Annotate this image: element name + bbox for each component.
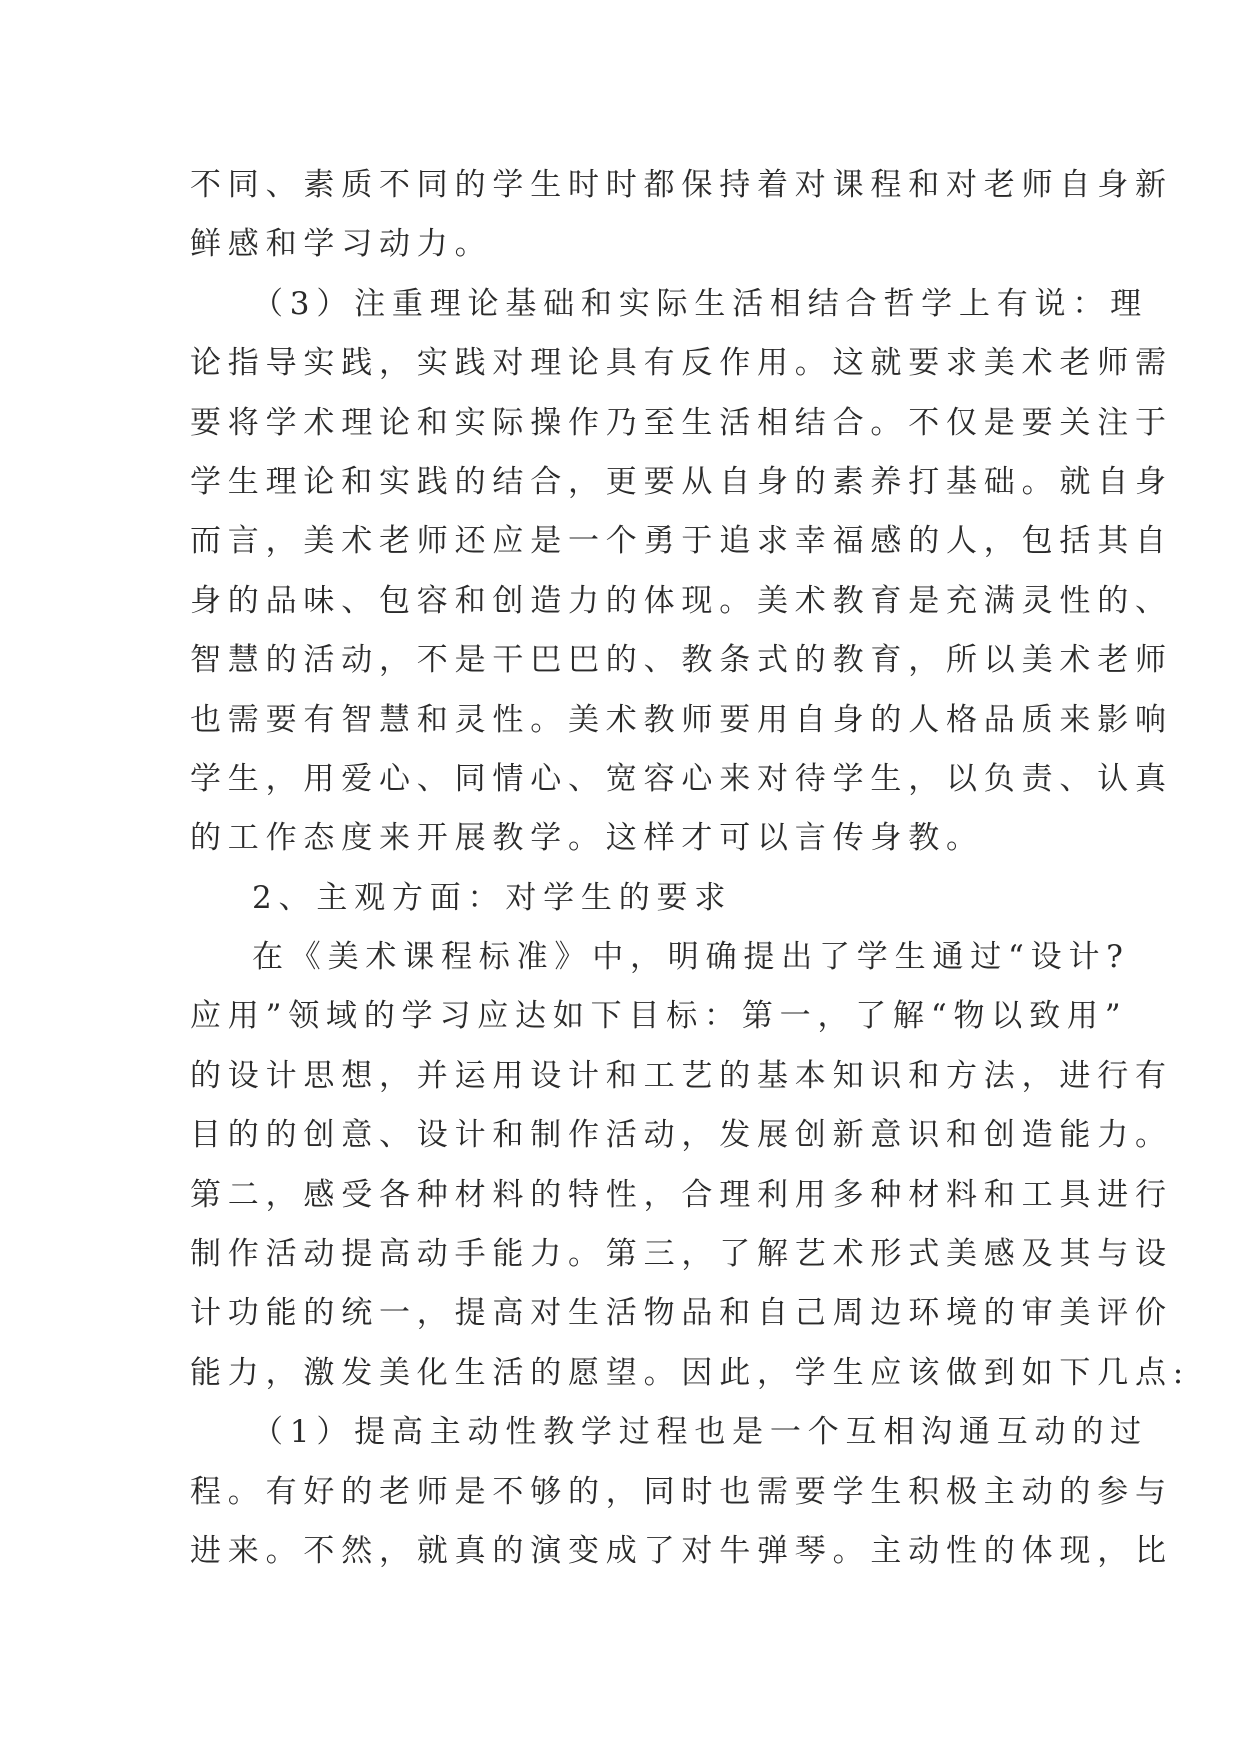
text-line: 第二，感受各种材料的特性，合理利用多种材料和工具进行 bbox=[190, 1176, 1173, 1213]
text-line: 不同、素质不同的学生时时都保持着对课程和对老师自身新 bbox=[190, 167, 1173, 203]
text-line: 论指导实践，实践对理论具有反作用。这就要求美术老师需 bbox=[190, 345, 1173, 382]
text-line: 智慧的活动，不是干巴巴的、教条式的教育，所以美术老师 bbox=[190, 642, 1173, 679]
text-line: 计功能的统一，提高对生活物品和自己周边环境的审美评价 bbox=[190, 1295, 1173, 1332]
text-line: 学生理论和实践的结合，更要从自身的素养打基础。就自身 bbox=[190, 463, 1173, 500]
text-line: 2、主观方面：对学生的要求 bbox=[252, 879, 733, 916]
text-line: 程。有好的老师是不够的，同时也需要学生积极主动的参与 bbox=[190, 1473, 1173, 1510]
text-line: 要将学术理论和实际操作乃至生活相结合。不仅是要关注于 bbox=[190, 404, 1173, 441]
text-line: 在《美术课程标准》中，明确提出了学生通过“设计? bbox=[252, 939, 1130, 976]
text-line: 应用”领域的学习应达如下目标：第一，了解“物以致用” bbox=[190, 998, 1128, 1035]
text-line: 也需要有智慧和灵性。美术教师要用自身的人格品质来影响 bbox=[190, 701, 1173, 738]
text-line: 鲜感和学习动力。 bbox=[190, 226, 493, 263]
text-line: 学生，用爱心、同情心、宽容心来对待学生，以负责、认真 bbox=[190, 760, 1173, 797]
text-line: 能力，激发美化生活的愿望。因此，学生应该做到如下几点: bbox=[190, 1354, 1191, 1391]
text-line: 制作活动提高动手能力。第三，了解艺术形式美感及其与设 bbox=[190, 1236, 1173, 1273]
text-line: 而言，美术老师还应是一个勇于追求幸福感的人，包括其自 bbox=[190, 523, 1173, 560]
body-text bbox=[190, 156, 1191, 1581]
text-line: 进来。不然，就真的演变成了对牛弹琴。主动性的体现，比 bbox=[190, 1532, 1173, 1569]
text-line: 身的品味、包容和创造力的体现。美术教育是充满灵性的、 bbox=[190, 582, 1173, 619]
text-line: 的设计思想，并运用设计和工艺的基本知识和方法，进行有 bbox=[190, 1057, 1173, 1094]
text-line: （1）提高主动性教学过程也是一个互相沟通互动的过 bbox=[252, 1414, 1148, 1451]
text-line: 的工作态度来开展教学。这样才可以言传身教。 bbox=[190, 820, 984, 857]
text-line: （3）注重理论基础和实际生活相结合哲学上有说：理 bbox=[252, 285, 1148, 322]
text-line: 目的的创意、设计和制作活动，发展创新意识和创造能力。 bbox=[190, 1117, 1173, 1154]
